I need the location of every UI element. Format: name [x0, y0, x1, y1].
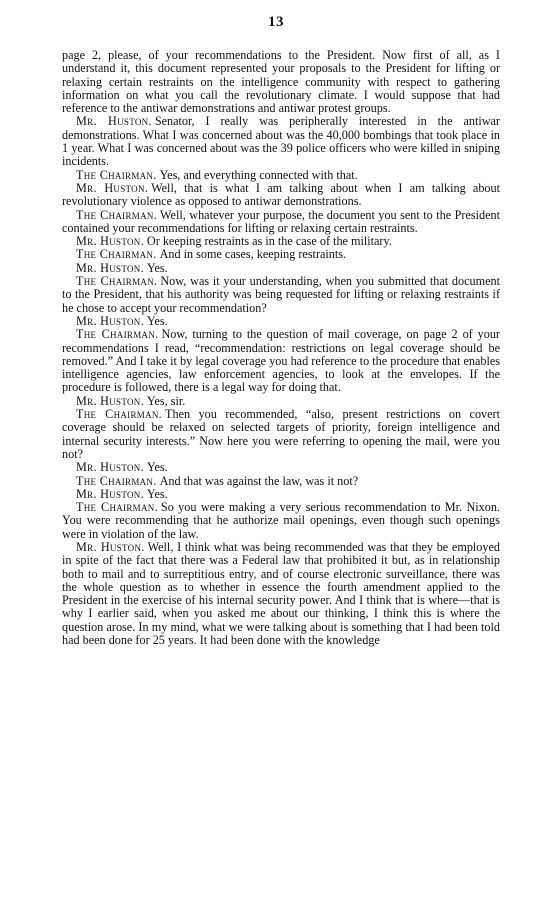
- transcript-paragraph: [62, 262, 500, 275]
- transcript-paragraph: [62, 275, 500, 315]
- speaker-label: The Chairman.: [76, 327, 159, 342]
- speaker-label: Mr. Huston.: [76, 539, 145, 554]
- paragraph-text: So you were making a very serious recommendation to Mr. Nixon. You were recommending that he authorize mail openings, even though such openings were in violation of the law.: [62, 500, 500, 541]
- paragraph-text: Yes.: [146, 313, 168, 328]
- paragraph-text: Then you recommended, “also, present restrictions on covert coverage should be relaxed on selected targets of priority, foreign intelligence and internal security interests.” Now here you were referring to opening the mail, were you not?: [62, 407, 500, 461]
- transcript-paragraph: [62, 235, 500, 248]
- paragraph-text: Now, turning to the question of mail coverage, on page 2 of your recommendations I read, “recommendation: restrictions on legal coverage should be removed.” And I take it by legal coverage you had reference to the procedure that enables intelligence agencies, law enforcement agencies, to look at the envelopes. If the procedure is followed, there is a legal way for doing that.: [62, 327, 500, 395]
- speaker-label: The Chairman.: [76, 207, 158, 222]
- paragraph-text: Now, was it your understanding, when you submitted that document to the President, that his authority was being requested for lifting or relaxing restraints if he chose to accept your recommendation?: [62, 274, 500, 315]
- speaker-label: Mr. Huston.: [76, 393, 144, 408]
- body-text: [62, 49, 500, 647]
- transcript-paragraph: [62, 182, 500, 209]
- paragraph-text: Senator, I really was peripherally interested in the antiwar demonstrations. What I was concerned about was the 40,000 bombings that took place in 1 year. What I was concerned about was the 39 police officers who were killed in sniping incidents.: [62, 114, 500, 169]
- paragraph-text: Yes.: [146, 460, 168, 475]
- paragraph-text: Well, I think what was being recommended was that they be employed in spite of the fact that there was a Federal law that prohibited it but, as in relationship both to mail and to surreptitious entry, and of course electronic surveillance, there was the whole question as to whether in essence the fourth amendment applied to the President in the exercise of his internal security power. And I think that is where—that is why I earlier said, when you asked me about our thinking, I think this is where the question arose. In my mind, what we were talking about is something that I had been told had been done for 25 years. It had been done with the knowledge: [62, 539, 500, 648]
- transcript-paragraph: [62, 209, 500, 236]
- speaker-label: The Chairman.: [76, 167, 157, 182]
- paragraph-text: And that was against the law, was it not?: [159, 473, 359, 488]
- speaker-label: Mr. Huston.: [76, 460, 144, 475]
- transcript-paragraph: [62, 541, 500, 647]
- speaker-label: Mr. Huston.: [76, 234, 144, 249]
- speaker-label: The Chairman.: [76, 247, 157, 262]
- paragraph-text: page 2, please, of your recommendations to the President. Now first of all, as I understand it, this document represented your proposals to the President for lifting or relaxing certain restraints on the intelligence community with respect to gathering information on what you call the revolutionary climate. I would suppose that had reference to the antiwar demonstrations and antiwar protest groups.: [62, 48, 500, 116]
- transcript-paragraph: [62, 315, 500, 328]
- speaker-label: Mr. Huston.: [76, 313, 144, 328]
- transcript-paragraph: [62, 461, 500, 474]
- transcript-paragraph: [62, 248, 500, 261]
- speaker-label: Mr. Huston.: [76, 486, 144, 501]
- transcript-paragraph: [62, 408, 500, 461]
- paragraph-text: Yes, and everything connected with that.: [159, 167, 358, 182]
- paragraph-text: Yes.: [146, 260, 168, 275]
- paragraph-text: Yes, sir.: [146, 393, 186, 408]
- speaker-label: Mr. Huston.: [76, 260, 144, 275]
- transcript-paragraph: [62, 169, 500, 182]
- transcript-paragraph: [62, 115, 500, 168]
- speaker-label: The Chairman.: [76, 407, 163, 422]
- transcript-paragraph: [62, 488, 500, 501]
- transcript-paragraph: [62, 501, 500, 541]
- paragraph-text: Yes.: [146, 486, 168, 501]
- speaker-label: Mr. Huston.: [76, 180, 149, 195]
- speaker-label: The Chairman.: [76, 500, 158, 515]
- paragraph-text: And in some cases, keeping restraints.: [159, 247, 347, 262]
- transcript-paragraph: [62, 49, 500, 115]
- transcript-paragraph: [62, 395, 500, 408]
- paragraph-text: Well, that is what I am talking about when I am talking about revolutionary violence as opposed to antiwar demonstrations.: [62, 180, 501, 209]
- speaker-label: The Chairman.: [76, 473, 157, 488]
- page-number: 13: [268, 14, 284, 30]
- transcript-paragraph: [62, 328, 500, 394]
- transcript-paragraph: [62, 475, 500, 488]
- paragraph-text: Or keeping restraints as in the case of the military.: [146, 234, 392, 249]
- speaker-label: Mr. Huston.: [76, 114, 152, 129]
- paragraph-text: Well, whatever your purpose, the document you sent to the President contained your recommendations for lifting or relaxing certain restraints.: [62, 207, 500, 235]
- speaker-label: The Chairman.: [76, 274, 158, 289]
